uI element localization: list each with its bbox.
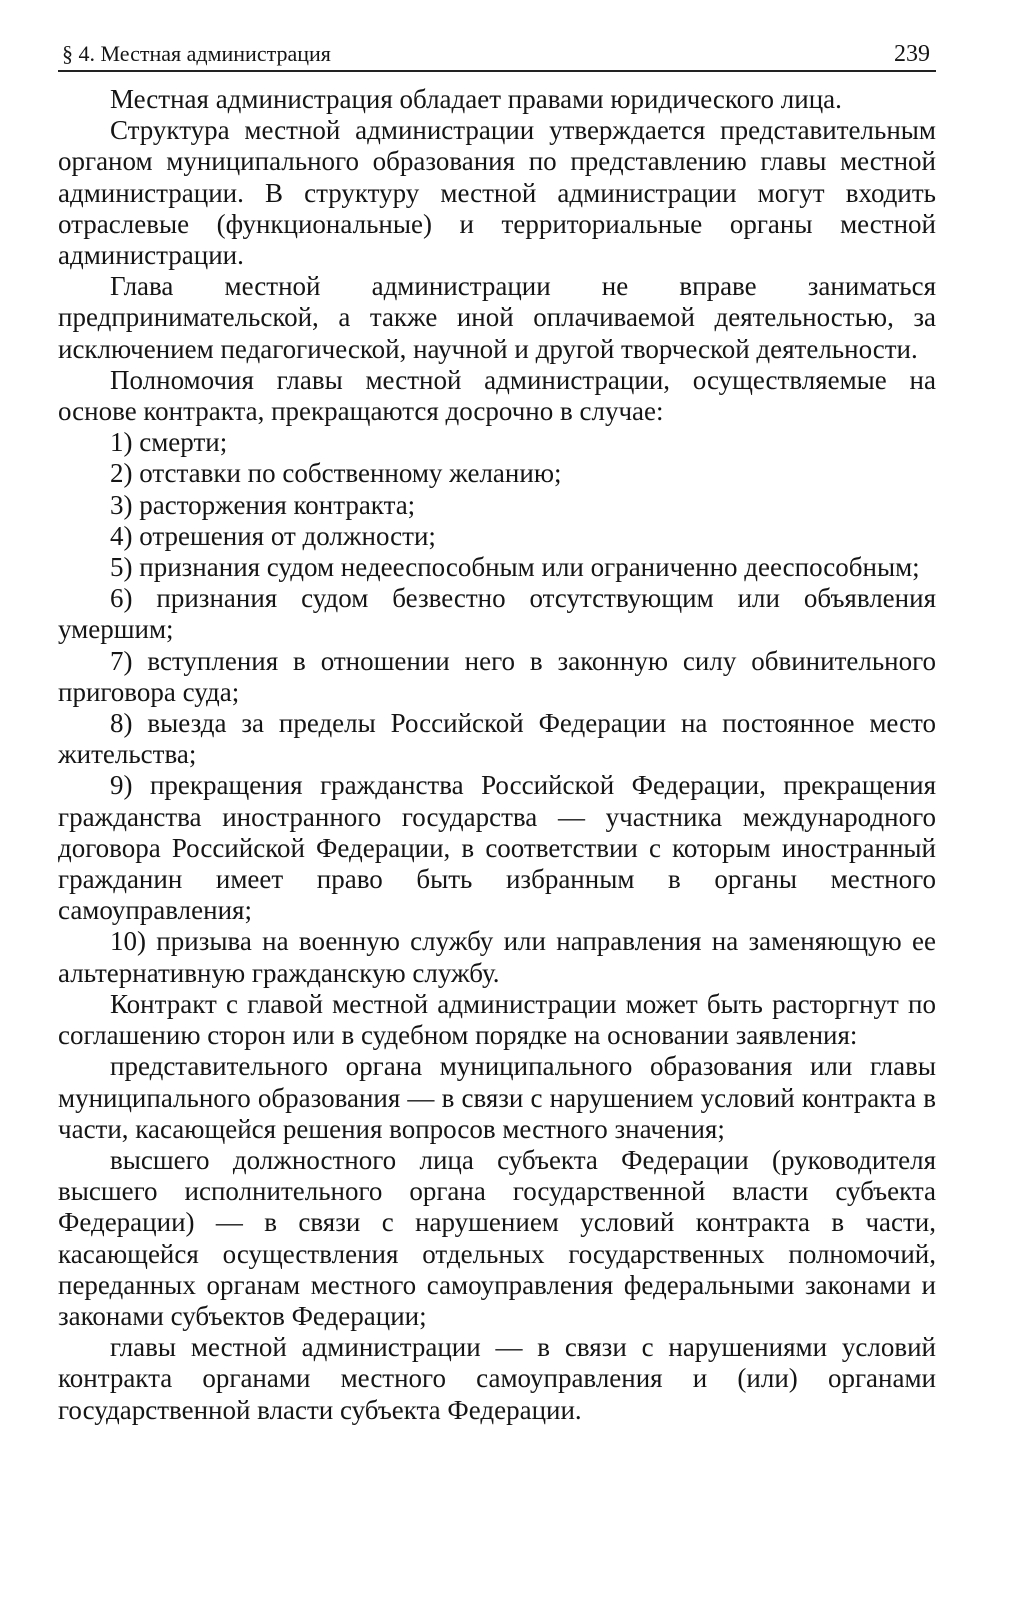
paragraph: высшего должностного лица субъекта Федерации (руководителя высшего исполнительного органа государственной власти субъекта Федерации) — в связи с нарушением условий контракта в части, касающейся осуществления отдельных государственных полномочий, переданных органам местного самоуправления федеральными законами и законами субъектов Федерации; — [58, 1144, 936, 1331]
paragraph: Структура местной администрации утверждается представительным органом муниципального образования по представлению главы местной администрации. В структуру местной администрации могут входить отраслевые (функциональные) и территориальные органы местной администрации. — [58, 115, 936, 271]
list-item: 9) прекращения гражданства Российской Федерации, прекращения гражданства иностранного государства — участника международного договора Российской Федерации, в соответствии с которым иностранный гражданин имеет право быть избранным в органы местного самоуправления; — [58, 770, 936, 926]
paragraph: Местная администрация обладает правами юридического лица. — [110, 84, 842, 114]
list-item: 3) расторжения контракта; — [110, 489, 416, 520]
list-item: 1) смерти; — [110, 427, 228, 458]
list-item: 10) призыва на военную службу или направления на заменяющую ее альтернативную гражданскую службу. — [58, 926, 936, 988]
page-number: 239 — [894, 41, 930, 67]
section-title: § 4. Местная администрация — [62, 41, 331, 66]
running-header — [58, 28, 936, 72]
body-text — [58, 84, 936, 1426]
list-item: 6) признания судом безвестно отсутствующим или объявления умершим; — [58, 583, 936, 645]
paragraph: Глава местной администрации не вправе заниматься предпринимательской, а также иной оплачиваемой деятельностью, за исключением педагогической, научной и другой творческой деятельности. — [58, 271, 936, 364]
list-item: 7) вступления в отношении него в законную силу обвинительного приговора суда; — [58, 645, 936, 707]
list-item: 2) отставки по собственному желанию; — [110, 458, 562, 489]
book-page — [58, 28, 936, 1426]
paragraph: представительного органа муниципального образования или главы муниципального образования — в связи с нарушением условий контракта в части, касающейся решения вопросов местного значения; — [58, 1051, 936, 1144]
list-item: 5) признания судом недееспособным или ограниченно дееспособным; — [110, 552, 920, 583]
list-item: 4) отрешения от должности; — [110, 520, 436, 551]
paragraph: Полномочия главы местной администрации, осуществляемые на основе контракта, прекращаются досрочно в случае: — [58, 364, 936, 427]
paragraph: Контракт с главой местной администрации может быть расторгнут по соглашению сторон или в судебном порядке на основании заявления: — [58, 988, 936, 1051]
list-item: 8) выезда за пределы Российской Федерации на постоянное место жительства; — [58, 708, 936, 770]
paragraph: главы местной администрации — в связи с нарушениями условий контракта органами местного самоуправления и (или) органами государственной власти субъекта Федерации. — [58, 1332, 936, 1425]
